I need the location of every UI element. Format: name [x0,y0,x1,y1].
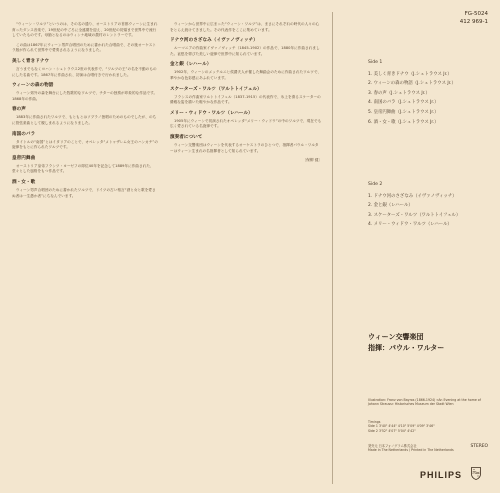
catalog-number-block [460,10,488,26]
section-heading: 演奏者について [170,134,203,140]
section-heading: ドナウ河のさざなみ（イヴァノヴィッチ） [170,38,258,44]
section-heading: 春の声 [12,107,26,113]
track-item: 1. 美しく青きドナウ（J.シュトラウス Jr.） [368,71,452,77]
section-text: タイトルの“南国”とはイタリアのことで、オペレッタ“メトゥザレム女王のハンカチ”の旋律をもとに作られたワルツです。 [12,139,158,150]
section-text: ウィーン男声合唱団のために書かれたワルツで、ドイツの古い格言“酒と女と歌を愛さぬ者は一生愚か者”にちなんでいます。 [12,187,156,198]
side2-label: Side 2 [368,182,383,187]
section-text: ウィーン交響楽団はウィーンを代表するオーケストラのひとつで、指揮者パウル・ワルターはウィーン生まれの名指揮者として知られています。 [170,142,319,153]
philips-shield-icon [471,467,481,480]
section-heading: 南国のバラ [12,131,36,137]
section-heading: 美しく青きドナウ [12,58,50,64]
track-item: 1. ドナウ河のさざなみ（イヴァノヴィッチ） [368,193,457,199]
section-text: オーストリア皇帝フランツ・ヨーゼフの即位40年を記念して1889年に作曲された、堂々とした風格をもつ作品です。 [12,163,154,174]
section-text: ウィーン郊外の森を舞台にした牧歌的なワルツで、チターの独奏が印象的な作品です。1868年の作曲。 [12,91,158,101]
section-heading: ウィーンの森の物語 [12,83,54,89]
timings-side2: Side 2 3'52" 4'07" 5'04" 4'42" [368,428,416,433]
performers-block [368,332,444,354]
track-item: 4. メリー・ウィドウ・ワルツ（レハール） [368,222,452,228]
section-heading: スケーターズ・ワルツ（ワルトトイフェル） [170,86,262,92]
track-item: 3. 春の声（J.シュトラウス Jr.） [368,90,430,96]
catalog-code: 412 969-1 [459,19,488,25]
side2-tracklist [368,180,460,230]
track-item: 2. ウィーンの森の物語（J.シュトラウス Jr.） [368,81,456,87]
intro-paragraph: “ウィーン・ワルツ”というのは、その名の通り、オーストリアの首都ウィーンに生まれ育ったダンス音楽で、19世紀の中ごろに全盛期を迎え、20世紀の初頭まで世界中で流行していたものです。母胎となるのはウィンナ地域の農村のレントラーです。 [12,22,158,38]
section-text: 1905年にウィーンで初演されたオペレッタ“メリー・ウィドウ”の中のワルツで、現在でも広く愛されている名旋律です。 [170,118,322,129]
track-item: 5. 皇帝円舞曲（J.シュトラウス Jr.） [368,109,439,115]
timings-block [368,420,435,433]
section-heading: 皇帝円舞曲 [12,155,36,161]
conductor-name: 指揮：パウル・ワルター [368,344,445,352]
side1-label: Side 1 [368,60,383,65]
section-text: ルーマニアの作曲家イヴァノヴィッチ（1845-1902）の作品で、1880年に作曲されました。哀愁を帯びた美しい旋律で世界中に知られています。 [170,46,320,56]
liner-notes-left-column [12,22,158,203]
section-text: 1902年、ウィーンのメッテルニヒ侯爵夫人が催した舞踏会のために作曲されたワルツで、華やかな色彩感にあふれています。 [170,70,322,80]
section-text: ウィーンから世界中に広まった“ウィーン・ワルツ”は、まさにそれぞれの時代の人々の心をとらえ続けてきました。その代表作をここに集めています。 [170,22,320,32]
section-heading: 酒・女・歌 [12,179,36,185]
timings-label: Timings [368,420,381,424]
author-signature: 〔保柳 健〕 [302,158,322,163]
orchestra-name: ウィーン交響楽団 [368,333,424,341]
track-item: 4. 南国のバラ（J.シュトラウス Jr.） [368,100,439,106]
section-text: 言うまでもなくヨハン・シュトラウス2世の代表作で、“ワルツの王”の名を不動のものにした名曲です。1867年に作曲され、初演は合唱付きで行われました。 [12,66,157,77]
catalog-number: FG-5024 [464,11,488,17]
track-item: 3. スケーターズ・ワルツ（ワルトトイフェル） [368,212,461,218]
section-heading: 金と銀（レハール） [170,62,212,68]
section-text: 1883年に作曲されたワルツで、もともとはソプラノ独唱のためのものでしたが、のちに管弦楽曲として親しまれるようになりました。 [12,115,157,125]
liner-notes-middle-column [170,22,322,164]
intro-paragraph: この曲は1867年にウィーン男声合唱団のために書かれた合唱曲で、その後オーケストラ版が作られて世界中で愛奏されるようになりました。 [12,42,157,53]
track-item: 2. 金と銀（レハール） [368,203,413,209]
side1-tracklist [368,58,456,127]
illustration-credit: Illustration: Franz von Bayros (1866-1924) «An Evening at the home of Johann Strauss» Historisches Museum der Stadt Wien [368,398,481,407]
made-in: Made in The Netherlands / Printed in The Netherlands [368,448,454,453]
section-text: フランスの作曲家ワルトトイフェル（1837-1915）の代表作で、氷上を滑るスケーターの優雅な姿を描いた軽やかな作品です。 [170,94,321,105]
timings-side1: Side 1 3'40" 4'44" 4'10" 5'09" 4'09" 3'46" [368,424,435,429]
stereo-label: STEREO [470,444,488,449]
column-divider [332,12,333,484]
track-item: 6. 酒・女・歌（J.シュトラウス Jr.） [368,119,439,125]
distributor: 発売元 日本フォノグラム株式会社 [368,444,417,448]
section-heading: メリー・ウィドウ・ワルツ（レハール） [170,110,253,116]
philips-logo: PHILIPS [420,470,463,480]
